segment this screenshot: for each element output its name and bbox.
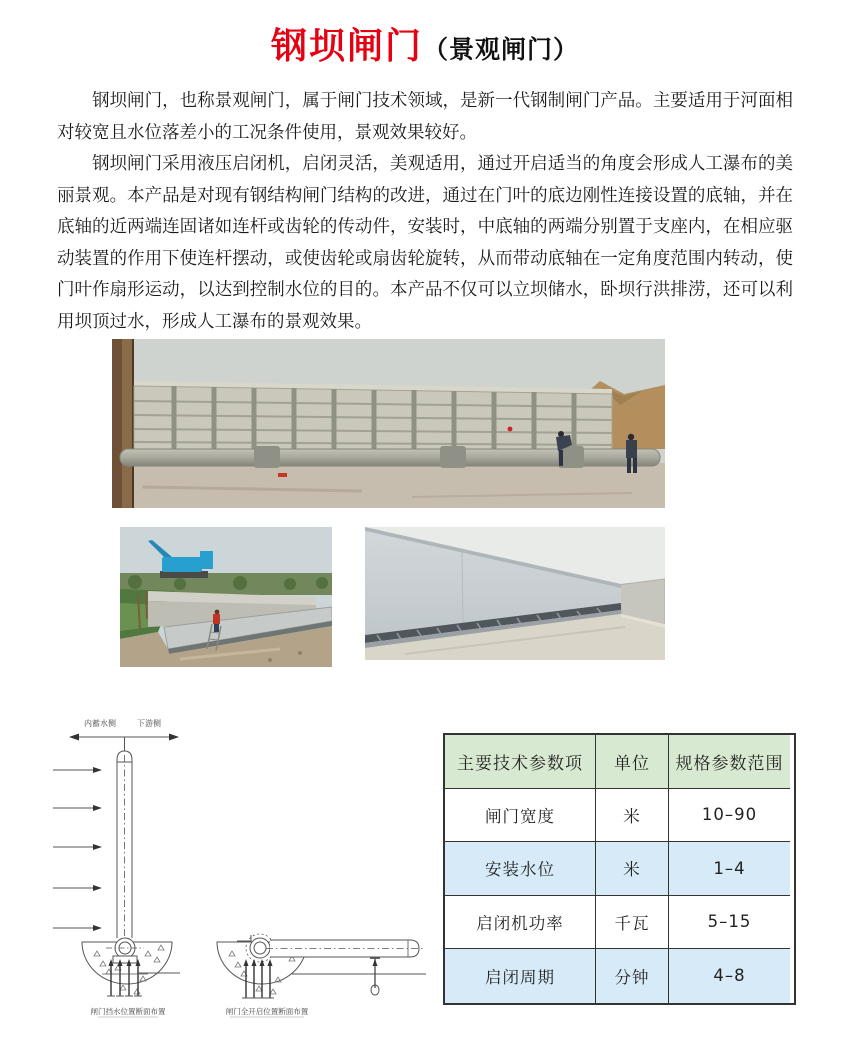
page-title [0,18,850,69]
spec-cell-install-level-unit: 米 [596,842,669,896]
spec-cell-install-level-range: 1–4 [669,842,790,896]
photo-installation-site-image [120,527,332,667]
title-sub: （景观闸门） [423,35,580,64]
diagram-label-downstream-side: 下游侧 [137,719,161,728]
spec-table-header-unit: 单位 [596,735,669,789]
title-main: 钢坝闸门 [270,26,423,67]
intro-paragraph: 钢坝闸门，也称景观闸门，属于闸门技术领域，是新一代钢制闸门产品。主要适用于河面相对较宽且水位落差小的工况条件使用，景观效果较好。 [57,91,793,143]
spec-cell-gate-width-unit: 米 [596,789,669,843]
spec-cell-cycle-range: 4–8 [669,949,790,1003]
spec-cell-cycle-name: 启闭周期 [445,949,596,1003]
spec-cell-hoist-power-range: 5–15 [669,896,790,950]
diagram-gate-positions-drawing [30,700,430,1035]
photo-finished-gate-image [365,527,665,660]
spec-table-header-range: 规格参数范围 [669,735,790,789]
diagram-label-storage-side: 内蓄水侧 [84,719,116,728]
spec-cell-install-level-name: 安装水位 [445,842,596,896]
body-text [57,86,793,338]
diagram-caption-upright: 闸门挡水位置断面布置 [90,1007,166,1016]
spec-table-header-parameter: 主要技术参数项 [445,735,596,789]
spec-cell-cycle-unit: 分钟 [596,949,669,1003]
spec-cell-hoist-power-unit: 千瓦 [596,896,669,950]
spec-table [443,733,796,1005]
photo-installation-site [120,527,332,667]
spec-cell-hoist-power-name: 启闭机功率 [445,896,596,950]
spec-cell-gate-width-name: 闸门宽度 [445,789,596,843]
spec-cell-gate-width-range: 10–90 [669,789,790,843]
diagram-caption-open: 闸门全开启位置断面布置 [225,1007,309,1016]
description-paragraph: 钢坝闸门采用液压启闭机，启闭灵活，美观适用，通过开启适当的角度会形成人工瀑布的美丽景观。本产品是对现有钢结构闸门结构的改进，通过在门叶的底边刚性连接设置的底轴，并在底轴的近两端连固诸如连杆或齿轮的传动件，安装时，中底轴的两端分别置于支座内，在相应驱动装置的作用下使连杆摆动，或使齿轮或扇齿轮旋转，从而带动底轴在一定角度范围内转动，使门叶作扇形运动，以达到控制水位的目的。本产品不仅可以立坝储水，卧坝行洪排涝，还可以利用坝顶过水，形成人工瀑布的景观效果。 [57,154,793,332]
photo-gate-on-ground-image [112,339,665,508]
diagram-gate-positions [30,700,430,1039]
photo-finished-gate [365,527,665,660]
photo-gate-on-ground [112,339,665,508]
